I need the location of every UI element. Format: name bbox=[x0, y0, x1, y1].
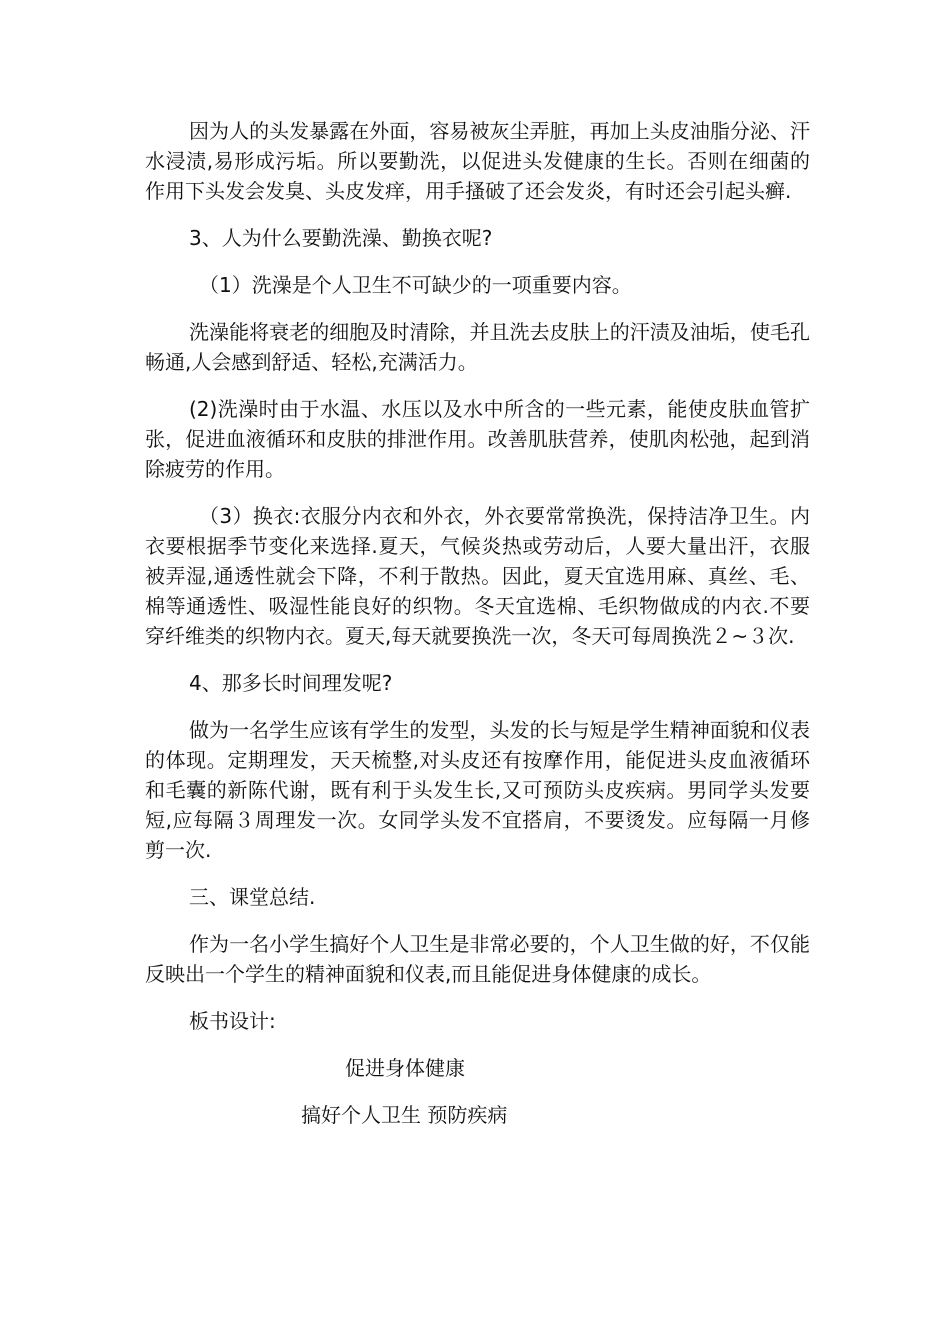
paragraph-haircut: 做为一名学生应该有学生的发型，头发的长与短是学生精神面貌和仪表的体现。定期理发，天天梳整,对头皮还有按摩作用，能促进头皮血液循环和毛囊的新陈代谢，既有利于头发生长,又可预防头皮疾病。男同学头发要短,应每隔３周理发一次。女同学头发不宜搭肩，不要烫发。应每隔一月修剪一次. bbox=[145, 718, 810, 862]
board-line-1: 促进身体健康 bbox=[345, 1056, 465, 1080]
heading-board-design: 板书设计: bbox=[189, 1009, 276, 1033]
paragraph-bathing-benefit: 洗澡能将衰老的细胞及时清除，并且洗去皮肤上的汗渍及油垢，使毛孔畅通,人会感到舒适、轻松,充满活力。 bbox=[145, 320, 810, 374]
heading-bathing-question: 3、人为什么要勤洗澡、勤换衣呢? bbox=[189, 226, 493, 250]
paragraph-hair-washing: 因为人的头发暴露在外面，容易被灰尘弄脏，再加上头皮油脂分泌、汗水浸渍,易形成污垢。所以要勤洗，以促进头发健康的生长。否则在细菌的作用下头发会发臭、头皮发痒，用手搔破了还会发炎，有时还会引起头癣. bbox=[145, 119, 810, 203]
document-page bbox=[145, 116, 810, 1147]
paragraph-bathing-point-1: （1）洗澡是个人卫生不可缺少的一项重要内容。 bbox=[199, 273, 632, 297]
board-line-2: 搞好个人卫生 预防疾病 bbox=[301, 1103, 508, 1127]
paragraph-bathing-point-2: (2)洗澡时由于水温、水压以及水中所含的一些元素，能使皮肤血管扩张，促进血液循环和皮肤的排泄作用。改善肌肤营养，使肌肉松弛，起到消除疲劳的作用。 bbox=[145, 397, 810, 481]
heading-class-summary: 三、课堂总结. bbox=[189, 885, 316, 909]
heading-haircut-question: 4、那多长时间理发呢? bbox=[189, 671, 393, 695]
paragraph-summary: 作为一名小学生搞好个人卫生是非常必要的，个人卫生做的好，不仅能反映出一个学生的精神面貌和仪表,而且能促进身体健康的成长。 bbox=[145, 932, 810, 986]
paragraph-changing-clothes: （3）换衣:衣服分内衣和外衣，外衣要常常换洗，保持洁净卫生。内衣要根据季节变化来选择.夏天，气候炎热或劳动后，人要大量出汗，衣服被弄湿,通透性就会下降，不利于散热。因此，夏天宜选用麻、真丝、毛、棉等通透性、吸湿性能良好的织物。冬天宜选棉、毛织物做成的内衣.不要穿纤维类的织物内衣。夏天,每天就要换洗一次，冬天可每周换洗２~３次. bbox=[145, 504, 810, 648]
